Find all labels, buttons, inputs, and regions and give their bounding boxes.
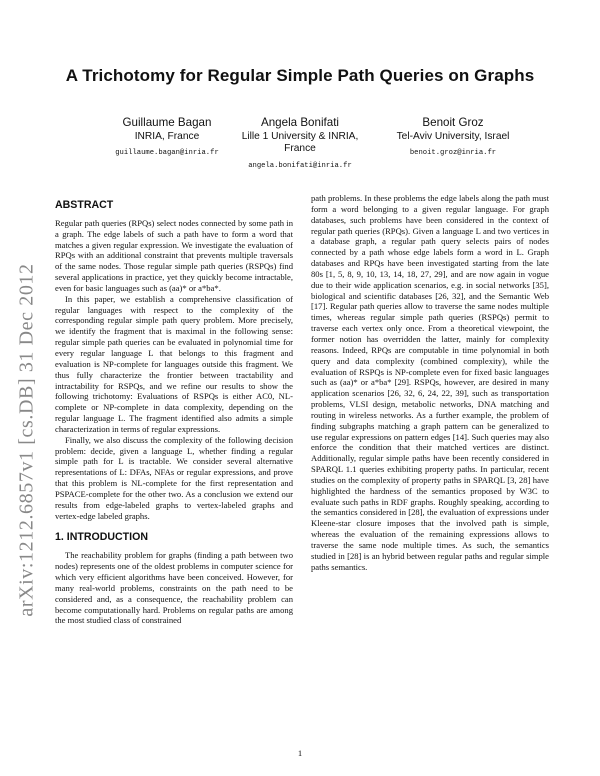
author-affiliation: Tel-Aviv University, Israel	[396, 130, 510, 142]
author-email: guillaume.bagan@inria.fr	[115, 149, 219, 157]
author-name: Benoit Groz	[422, 116, 484, 129]
author-affiliation: Lille 1 University & INRIA, France	[241, 130, 359, 154]
author-block	[378, 117, 528, 160]
page-number: 1	[297, 748, 303, 758]
paper-title: A Trichotomy for Regular Simple Path Queries on Graphs	[65, 66, 535, 85]
right-column	[311, 193, 549, 573]
author-email: benoit.groz@inria.fr	[409, 149, 497, 157]
author-block	[228, 117, 372, 172]
introduction-paragraph: The reachability problem for graphs (finding a path between two nodes) represents one of the oldest problems in computer science for which very efficient algorithms have been conceived. However, for many real-world problems, constraints on the path need to be considered and, as a consequence, the reachability problem can become computationally hard. Problems on regular paths are among the most studied class of constrained	[55, 550, 293, 626]
abstract-paragraph: Regular path queries (RPQs) select nodes connected by some path in a graph. The edge labels of such a path have to form a word that matches a given regular expression. We investigate the evaluation of RPQs with an additional constraint that prevents multiple traversals of the same nodes. Those regular simple path queries (RSPQs) find several applications in practice, yet they quickly become intractable, even for basic languages such as (aa)* or a*ba*.	[55, 217, 293, 293]
author-name: Guillaume Bagan	[122, 116, 212, 129]
introduction-heading: 1. INTRODUCTION	[55, 531, 148, 544]
abstract-heading: ABSTRACT	[55, 199, 114, 211]
author-name: Angela Bonifati	[261, 116, 339, 129]
left-column	[55, 200, 293, 626]
abstract-paragraph: In this paper, we establish a comprehensive classification of regular languages with respect to the complexity of the corresponding regular simple path query problem. More precisely, we identify the fragment that is maximal in the following sense: regular simple path queries can be evaluated in polynomial time for every regular language L that belongs to this fragment and evaluation is NP-complete for languages outside this fragment. We thus fully characterize the frontier between tractability and intractability for RSPQs, and we refine our results to show the following trichotomy: Evaluations of RSPQs is either AC0, NL-complete or NP-complete in data complexity, depending on the regular language L. The fragment identified also admits a simple characterization in terms of regular expressions.	[55, 293, 293, 434]
author-affiliation: INRIA, France	[134, 130, 200, 142]
author-email: angela.bonifati@inria.fr	[248, 161, 352, 170]
introduction-paragraph-continued: path problems. In these problems the edge labels along the path must form a word belonging to a given regular language. For graph databases, such problems have been considered in the context of regular path queries (RPQs). Given a language L and two vertices in a database graph, a regular path query selects pairs of nodes connected by a path whose edge labels form a word in L. Graph databases and RPQs have been investigated starting from the late 80s [1, 5, 8, 9, 10, 13, 14, 18, 27, 29], and are now again in vogue due to their wide application scenarios, e.g. in social networks [35], biological and scientific databases [26, 32], and the Semantic Web [17]. Regular path queries allow to traverse the same nodes multiple times, whereas regular simple path queries (RSPQs) permit to traverse each vertex only once. From a theoretical viewpoint, the former notion has overridden the latter, mainly for complexity reasons. Indeed, RPQs are computable in time polynomial in both query and data complexity (combined complexity), while the evaluation of RSPQs is NP-complete even for fixed basic languages such as (aa)* or a*ba* [29]. RSPQs, however, are desired in many application scenarios [26, 32, 6, 24, 22, 39], such as transportation problems, VLSI design, metabolic networks, DNA matching and routing in wireless networks. As a further example, the problem of finding subgraphs matching a graph pattern can be generalized to use regular expressions on pattern edges [14]. Such queries may also enforce the condition that their matched vertices are distinct. Additionally, regular simple paths have been recently considered in SPARQL 1.1 queries exhibiting property paths. In particular, recent studies on the complexity of property paths in SPARQL [3, 28] have highlighted the hardness of the semantics proposed by W3C to evaluate such paths in RDF graphs. Roughly speaking, according to the semantics considered in [28], the evaluation of expressions under Kleene-star closure imposes that the involved path is simple, whereas the evaluation of the remaining expressions allows to traverse the same node multiple times. As such, the semantics studied in [28] is an hybrid between regular paths and regular simple paths semantics.	[311, 193, 549, 572]
author-block	[92, 117, 242, 160]
abstract-paragraph: Finally, we also discuss the complexity of the following decision problem: decide, given a language L, whether finding a regular simple path for L is tractable. We consider several alternative representations of L: DFAs, NFAs or regular expressions, and prove that this problem is NL-complete for the first representation and PSPACE-complete for the other two. As a conclusion we extend our results from edge-labeled graphs to vertex-labeled graphs and vertex-edge labeled graphs.	[55, 434, 293, 521]
arxiv-identifier: arXiv:1212.6857v1 [cs.DB] 31 Dec 2012	[15, 263, 38, 617]
